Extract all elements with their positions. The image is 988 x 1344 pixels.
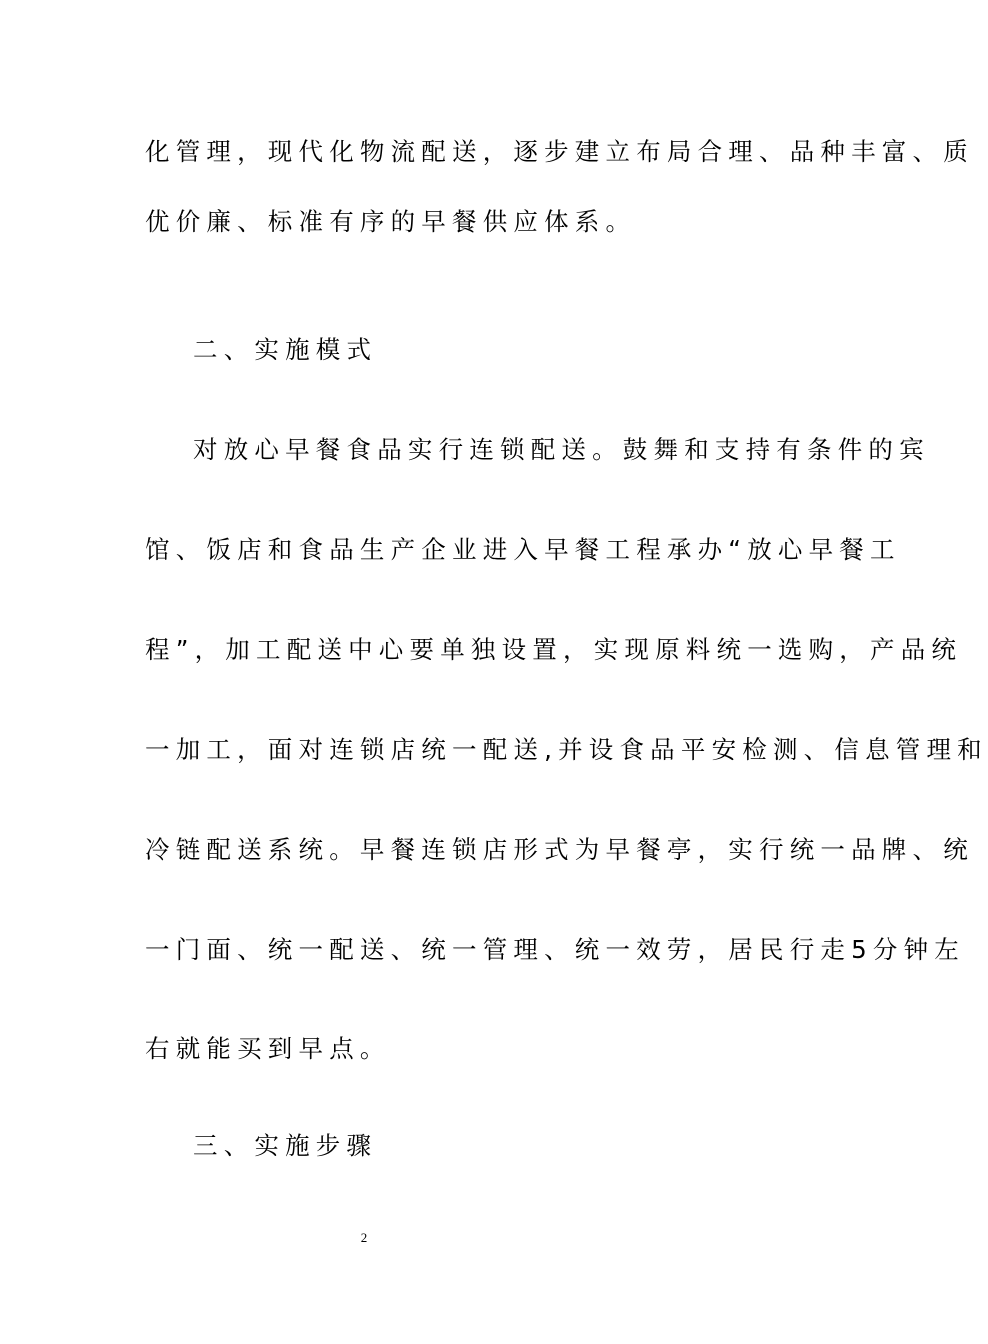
paragraph-line: 馆、饭店和食品生产企业进入早餐工程承办“放心早餐工: [145, 535, 901, 564]
paragraph-line: 程”，加工配送中心要单独设置，实现原料统一选购，产品统: [145, 635, 963, 664]
paragraph-line: 一加工，面对连锁店统一配送,并设食品平安检测、信息管理和: [145, 735, 988, 764]
paragraph-line: 优价廉、标准有序的早餐供应体系。: [145, 207, 637, 236]
section-heading-implementation-steps: 三、实施步骤: [193, 1131, 378, 1160]
section-heading-implementation-mode: 二、实施模式: [193, 335, 378, 364]
paragraph-line: 对放心早餐食品实行连锁配送。鼓舞和支持有条件的宾: [193, 435, 930, 464]
paragraph-line: 化管理，现代化物流配送，逐步建立布局合理、品种丰富、质: [145, 137, 974, 166]
paragraph-line: 右就能买到早点。: [145, 1034, 391, 1063]
paragraph-line: 冷链配送系统。早餐连锁店形式为早餐亭，实行统一品牌、统: [145, 835, 974, 864]
paragraph-line: 一门面、统一配送、统一管理、统一效劳，居民行走5分钟左: [145, 935, 965, 964]
page-number: 2: [360, 1230, 368, 1245]
